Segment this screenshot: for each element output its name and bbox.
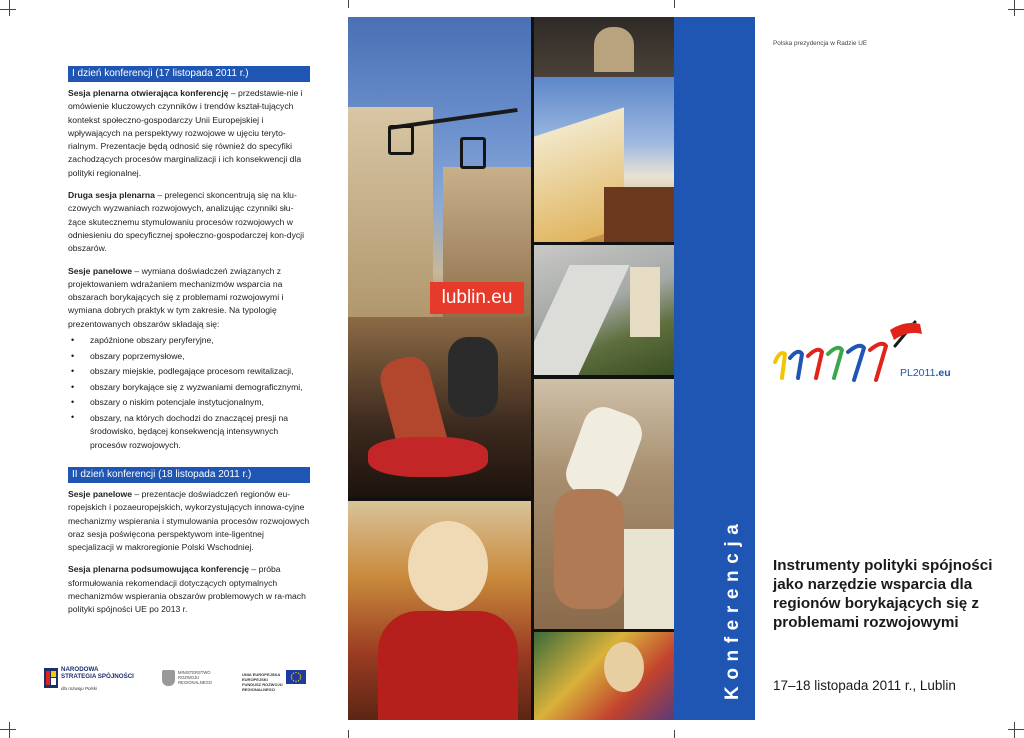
session-title: Sesja plenarna otwierająca konferencję bbox=[68, 88, 229, 98]
session-title: Sesje panelowe bbox=[68, 265, 133, 276]
photo-mural bbox=[534, 632, 674, 720]
photo-yellow-building bbox=[534, 77, 674, 242]
dancer-skirt bbox=[368, 437, 488, 477]
session-description: – prelegenci skoncentrują się na klu-czowych wyzwaniach rozwojowych, analizując czynniki słu-żące skutecznemu stymulowaniu procesów rozwojowych w odniesieniu do specyficznej społeczno-gospodarczej kon-dycji obszarów. bbox=[68, 190, 304, 254]
list-item: • obszary miejskie, podlegające procesom rewitalizacji, bbox=[68, 364, 310, 380]
pl2011-wordmark bbox=[900, 367, 951, 379]
photo-dancers bbox=[348, 317, 531, 497]
day1-second-session bbox=[68, 189, 310, 255]
figure-robe bbox=[378, 611, 518, 720]
day1-opening-session bbox=[68, 87, 310, 180]
crop-mark bbox=[348, 730, 349, 738]
day2-closing-session bbox=[68, 563, 310, 616]
crop-mark bbox=[1008, 729, 1024, 730]
session-title: Druga sesja plenarna bbox=[68, 190, 155, 201]
session-description: – prezentacje doświadczeń regionów eu-ropejskich i pozaeuropejskich, wykorzystujących innowa-cyjne mechanizmy wspierania i stymulowania procesów rozwojowych oraz sesja poświęcona perspektywom inte-ligentnej specjalizacji w makroregionie Polski Wschodniej. bbox=[68, 488, 310, 553]
crop-mark bbox=[9, 0, 10, 16]
nss-subtitle: dla rozwoju Polski bbox=[61, 686, 98, 691]
photo-street-aerial bbox=[534, 245, 674, 375]
crop-mark bbox=[1008, 9, 1024, 10]
nss-emblem-icon bbox=[44, 668, 58, 688]
sponsor-logos bbox=[44, 664, 312, 696]
ministry-logo bbox=[162, 668, 232, 692]
eagle-emblem-icon bbox=[162, 670, 175, 686]
church-tower bbox=[630, 267, 660, 337]
list-item: • obszary poprzemysłowe, bbox=[68, 349, 310, 365]
street-road bbox=[534, 265, 630, 375]
eu-flag-icon bbox=[286, 670, 306, 684]
tower-dome bbox=[594, 27, 634, 72]
session-title: Sesje panelowe bbox=[68, 488, 133, 499]
crop-mark bbox=[0, 729, 16, 730]
program-panel bbox=[68, 66, 310, 617]
list-item: • obszary, na których dochodzi do znaczącej presji na środowisko, będącej konsekwencją intensywnych procesów rozwojowych. bbox=[68, 411, 310, 453]
band-title: Konferencja bbox=[722, 517, 743, 700]
dancer-figure bbox=[448, 337, 498, 417]
ministry-name: MINISTERSTWO ROZWOJU REGIONALNEGO bbox=[178, 670, 212, 686]
eu-fund-name: UNIA EUROPEJSKA EUROPEJSKI FUNDUSZ ROZWOJU REGIONALNEGO bbox=[242, 672, 283, 692]
day2-panel-sessions bbox=[68, 488, 310, 554]
performer-figure bbox=[554, 489, 624, 609]
crop-mark bbox=[674, 0, 675, 8]
photo-performers bbox=[534, 379, 674, 629]
presidency-caption: Polska prezydencja w Radzie UE bbox=[773, 40, 868, 47]
figure-head bbox=[408, 521, 488, 611]
pl2011-suffix: .eu bbox=[935, 367, 951, 379]
mural-face bbox=[604, 642, 644, 692]
session-description: – przedstawie-nie i omówienie kluczowych czynników i trendów kształ-tujących kontekst społeczno-gospodarczy Unii Europejskiej i wpływających na perspektywy rozwojowe w ujęciu teryto-rialnym. Prezentacje będą odnosić się również do specyfiki zachodzących procesów marginalizacji i ich konsekwencji dla polityki regionalnej. bbox=[68, 88, 303, 178]
session-description: – wymiana doświadczeń związanych z projektowaniem wdrażaniem mechanizmów wsparcia na obszarach borykających się z problemami rozwojowymi i wymiana dobrych praktyk w tym zakresie. Na typologię prezentowanych obszarów składają się: bbox=[68, 265, 284, 329]
crop-mark bbox=[1014, 722, 1015, 738]
day2-header: II dzień konferencji (18 listopada 2011 r.) bbox=[68, 467, 310, 483]
conference-title: Instrumenty polityki spójności jako narzędzie wsparcia dla regionów borykających się z problemami rozwojowymi bbox=[773, 557, 993, 631]
street-lamp-icon bbox=[460, 137, 486, 169]
narodowa-strategia-logo bbox=[44, 666, 134, 696]
session-title: Sesja plenarna podsumowująca konferencję bbox=[68, 564, 250, 575]
list-item: • zapóźnione obszary peryferyjne, bbox=[68, 333, 310, 349]
photo-clock-tower-top bbox=[534, 17, 674, 77]
list-item: • obszary borykające się z wyzwaniami demograficznymi, bbox=[68, 380, 310, 396]
building-facade bbox=[624, 529, 674, 629]
photo-costume-figure bbox=[348, 501, 531, 720]
conference-date: 17–18 listopada 2011 r., Lublin bbox=[773, 678, 956, 693]
lublin-eu-label: lublin.eu bbox=[430, 282, 524, 314]
crop-mark bbox=[0, 9, 16, 10]
crop-mark bbox=[1014, 0, 1015, 16]
day1-panel-sessions bbox=[68, 265, 310, 331]
street-lamp-icon bbox=[388, 125, 414, 155]
nss-line1: NARODOWA bbox=[61, 666, 99, 673]
crop-mark bbox=[674, 730, 675, 738]
photo-collage bbox=[348, 17, 674, 720]
pl2011-text: PL2011 bbox=[900, 367, 936, 379]
crop-mark bbox=[348, 0, 349, 8]
building-roof bbox=[604, 187, 674, 242]
nss-title bbox=[61, 666, 134, 680]
nss-line2: STRATEGIA SPÓJNOŚCI bbox=[61, 673, 134, 680]
day1-header: I dzień konferencji (17 listopada 2011 r.) bbox=[68, 66, 310, 82]
session-description: – próba sformułowania rekomendacji dotyczących optymalnych mechanizmów wspierania obszarów problemowych w ra-mach polityki spójności UE po 2013 r. bbox=[68, 564, 306, 615]
list-item: • obszary o niskim potencjale instytucjonalnym, bbox=[68, 395, 310, 411]
eu-logo bbox=[242, 670, 312, 690]
area-types-list bbox=[68, 333, 310, 453]
crop-mark bbox=[9, 722, 10, 738]
